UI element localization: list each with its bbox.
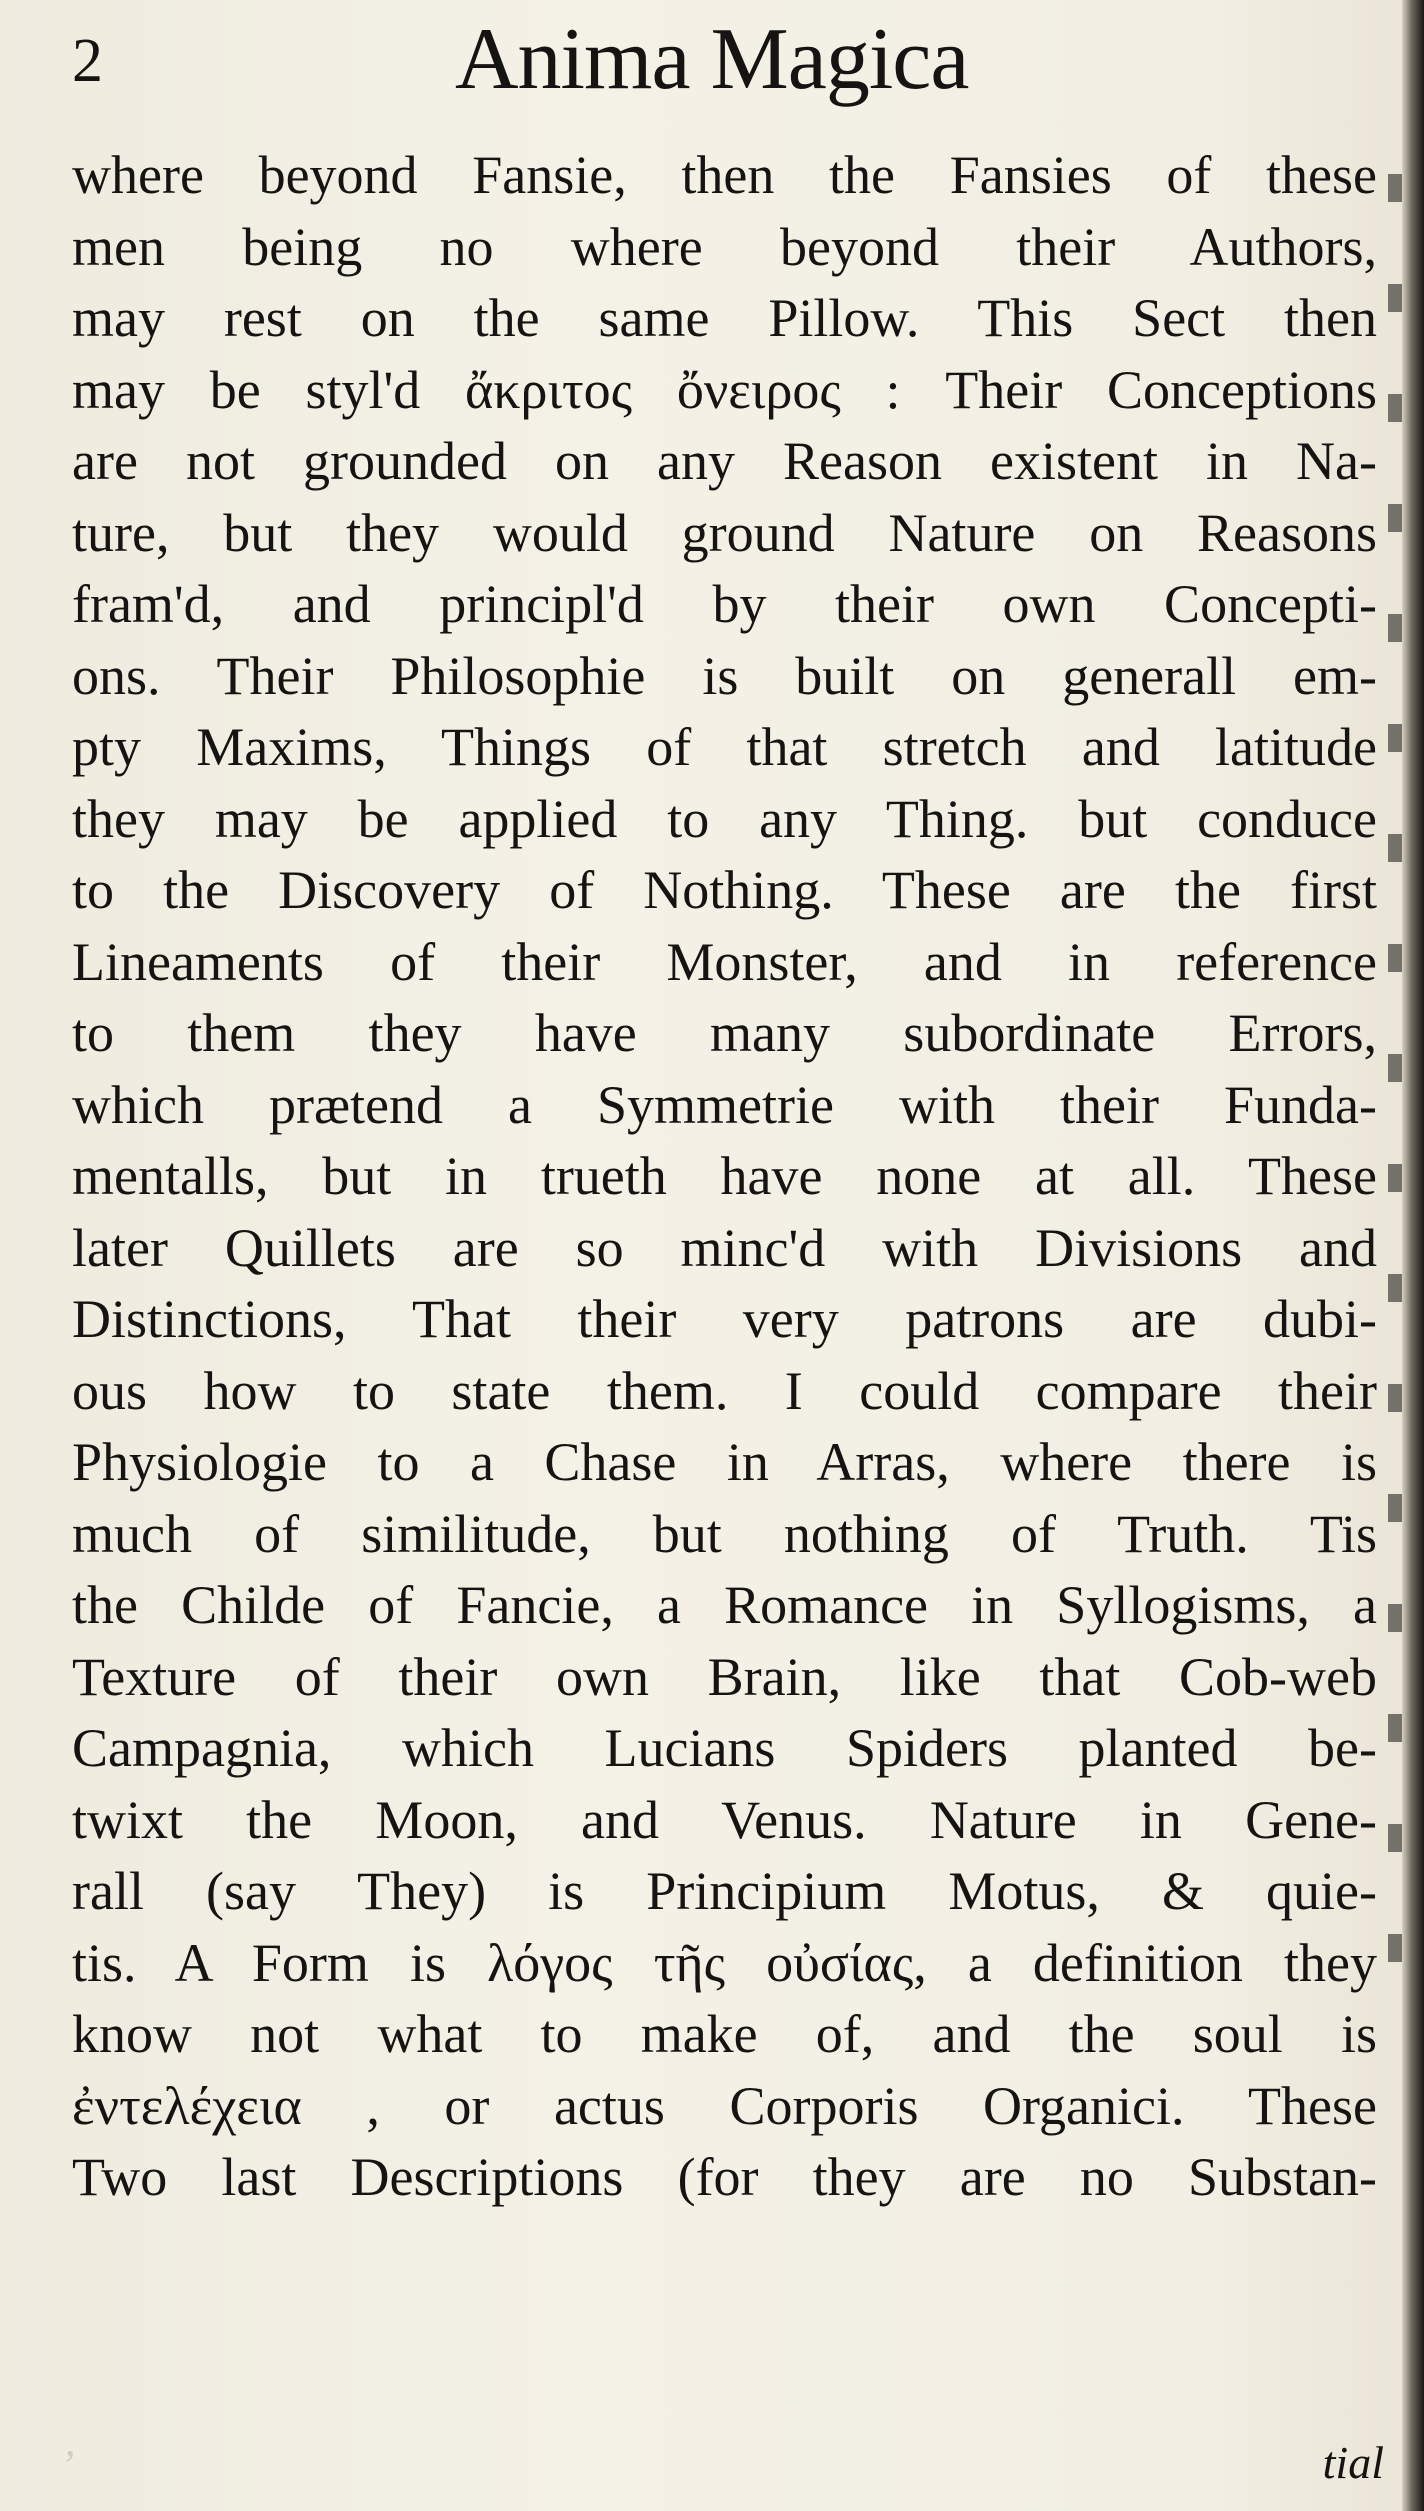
text-line: know not what to make of, and the soul is [72,2004,1377,2064]
page-header [0,10,1400,120]
text-line: Two last Descriptions (for they are no Substan- [72,2147,1377,2207]
text-line: men being no where beyond their Authors, [72,216,1377,277]
text-line: may rest on the same Pillow. This Sect then [72,288,1377,348]
text-line: they may be applied to any Thing. but conduce [72,788,1377,849]
binding-gutter [1402,0,1424,2511]
text-line: ous how to state them. I could compare their [72,1360,1377,1421]
text-line: twixt the Moon, and Venus. Nature in Gene- [72,1789,1377,1850]
text-line: ture, but they would ground Nature on Reasons [72,502,1377,563]
text-line: Texture of their own Brain, like that Cob-web [72,1646,1377,1707]
text-line: Lineaments of their Monster, and in reference [72,931,1377,992]
text-line: may be styl'd ἄκριτος ὄνειρος : Their Conceptions [72,359,1377,420]
text-line: Distinctions, That their very patrons are dubi- [72,1289,1377,1349]
running-head: Anima Magica [455,11,969,108]
text-line: ἐντελέχεια , or actus Corporis Organici. These [72,2075,1377,2136]
text-line: fram'd, and principl'd by their own Concepti- [72,574,1377,634]
text-line: which prætend a Symmetrie with their Funda- [72,1074,1377,1135]
text-line: to the Discovery of Nothing. These are the first [72,860,1377,920]
text-line: rall (say They) is Principium Motus, & quie- [72,1861,1377,1921]
page-number: 2 [72,27,103,95]
text-line: Physiologie to a Chase in Arras, where there is [72,1432,1377,1492]
text-line: to them they have many subordinate Errors, [72,1003,1377,1063]
text-line: Campagnia, which Lucians Spiders planted be- [72,1718,1377,1778]
faded-mark: ʼ [60,2443,74,2489]
text-line: are not grounded on any Reason existent in Na- [72,431,1377,491]
text-line: tis. A Form is λόγος τῆς οὐσίας, a definition they [72,1932,1377,1993]
text-line: mentalls, but in trueth have none at all. These [72,1146,1377,1206]
text-line: much of similitude, but nothing of Truth. Tis [72,1503,1377,1564]
text-line: later Quillets are so minc'd with Divisions and [72,1217,1377,1278]
text-line: pty Maxims, Things of that stretch and latitude [72,717,1377,777]
text-line: where beyond Fansie, then the Fansies of these [72,145,1377,205]
opposite-page-show-through [1388,140,1402,2040]
body-text [72,140,1377,2214]
text-line: ons. Their Philosophie is built on generall em- [72,645,1377,706]
catchword: tial [1322,2437,1384,2488]
text-line: the Childe of Fancie, a Romance in Syllogisms, a [72,1575,1377,1635]
